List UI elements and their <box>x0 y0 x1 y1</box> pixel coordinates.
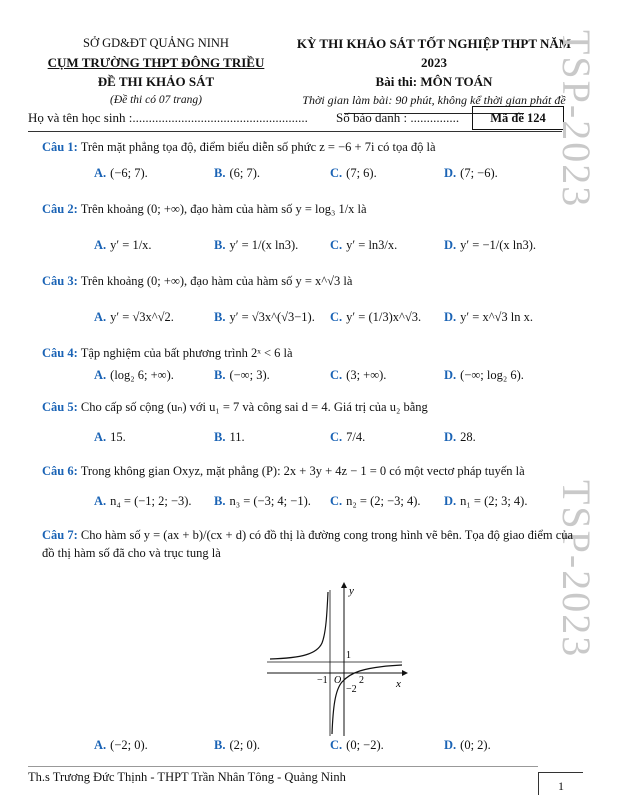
subject: Bài thi: MÔN TOÁN <box>375 74 493 89</box>
question-text: Trên khoảng (0; +∞), đạo hàm của hàm số y = log₃ 1/x là <box>80 202 367 216</box>
student-id-label: Số báo danh : ............... <box>336 110 460 125</box>
tick-y-pos: 1 <box>346 650 351 661</box>
option-c[interactable]: (3; +∞). <box>346 368 387 382</box>
option-a[interactable]: y′ = 1/x. <box>110 238 152 252</box>
options-7: A. (−2; 0). B. (2; 0). C. (0; −2). D. (0; 2). <box>94 738 491 752</box>
option-b[interactable]: y′ = √3x^(√3−1). <box>229 310 315 324</box>
options-4: A. (log₂ 6; +∞). B. (−∞; 3). C. (3; +∞). D. (−∞; log₂ 6). <box>94 368 524 382</box>
question-3 <box>42 272 582 290</box>
option-b[interactable]: (2; 0). <box>229 738 261 752</box>
options-6: A. n₄ = (−1; 2; −3). B. n₃ = (−3; 4; −1). C. n₂ = (2; −3; 4). D. n₁ = (2; 3; 4). <box>94 494 528 508</box>
question-text: Cho cấp số cộng (uₙ) với u₁ = 7 và công sai d = 4. Giá trị của u₂ bằng <box>80 400 428 414</box>
option-b[interactable]: y′ = 1/(x ln3). <box>229 238 299 252</box>
option-c[interactable]: y′ = (1/3)x^√3. <box>346 310 422 324</box>
department: SỞ GD&ĐT QUẢNG NINH <box>83 36 229 50</box>
option-b[interactable]: (−∞; 3). <box>229 368 270 382</box>
question-1 <box>42 138 582 156</box>
option-a[interactable]: (−6; 7). <box>110 166 148 180</box>
x-axis-arrow <box>402 670 408 676</box>
question-2 <box>42 200 582 218</box>
question-label: Câu 4: <box>42 346 78 360</box>
option-d[interactable]: y′ = x^√3 ln x. <box>460 310 534 324</box>
option-b[interactable]: (6; 7). <box>229 166 261 180</box>
option-a[interactable]: (−2; 0). <box>110 738 148 752</box>
question-text: Trên mặt phẳng tọa độ, điểm biểu diễn số phức z = −6 + 7i có tọa độ là <box>80 140 436 154</box>
option-c[interactable]: n₂ = (2; −3; 4). <box>346 494 421 508</box>
option-a[interactable]: 15. <box>110 430 126 444</box>
question-label: Câu 1: <box>42 140 78 154</box>
option-c[interactable]: (0; −2). <box>346 738 384 752</box>
y-axis-label: y <box>349 585 354 597</box>
option-d[interactable]: 28. <box>460 430 476 444</box>
header-right <box>286 34 582 114</box>
watermark-top: TSP-2023 <box>554 30 599 209</box>
student-name-label: Họ và tên học sinh :...................................................... <box>28 110 308 125</box>
question-text: Tập nghiệm của bất phương trình 2ˣ < 6 là <box>80 346 293 360</box>
origin-label: O <box>334 675 342 686</box>
option-d[interactable]: n₁ = (2; 3; 4). <box>460 494 528 508</box>
option-b[interactable]: n₃ = (−3; 4; −1). <box>229 494 311 508</box>
header-left <box>28 34 284 110</box>
option-d[interactable]: (−∞; log₂ 6). <box>460 368 524 382</box>
question-text: Trên khoảng (0; +∞), đạo hàm của hàm số y = x^√3 là <box>80 274 353 288</box>
option-c[interactable]: y′ = ln3/x. <box>346 238 398 252</box>
exam-code-box: Mã đề 124 <box>472 106 564 130</box>
option-a[interactable]: (log₂ 6; +∞). <box>110 368 174 382</box>
school-cluster: CỤM TRƯỜNG THPT ĐÔNG TRIỀU <box>47 55 265 70</box>
curve-right-branch <box>332 665 402 734</box>
question-6 <box>42 462 582 480</box>
option-a[interactable]: y′ = √3x^√2. <box>110 310 174 324</box>
option-a[interactable]: n₄ = (−1; 2; −3). <box>110 494 192 508</box>
question-text: Trong không gian Oxyz, mặt phẳng (P): 2x + 3y + 4z − 1 = 0 có một vectơ pháp tuyến là <box>80 464 525 478</box>
question-label: Câu 2: <box>42 202 78 216</box>
tick-x-neg: −1 <box>317 675 328 686</box>
watermark-bottom: TSP-2023 <box>554 480 599 659</box>
time-note: Thời gian làm bài: 90 phút, không kể thời gian phát đề <box>302 93 566 107</box>
option-d[interactable]: y′ = −1/(x ln3). <box>460 238 537 252</box>
question-5 <box>42 398 582 416</box>
option-d[interactable]: (7; −6). <box>460 166 498 180</box>
divider <box>28 131 562 132</box>
question-label: Câu 6: <box>42 464 78 478</box>
question-4 <box>42 344 582 362</box>
option-c[interactable]: (7; 6). <box>346 166 377 180</box>
pages-note: (Đề thi có 07 trang) <box>110 94 202 106</box>
option-b[interactable]: 11. <box>229 430 245 444</box>
doc-title: ĐỀ THI KHẢO SÁT <box>97 74 215 89</box>
x-axis-label: x <box>396 678 401 690</box>
exam-title: KỲ THI KHẢO SÁT TỐT NGHIỆP THPT NĂM 2023 <box>296 36 572 70</box>
function-graph <box>262 578 412 738</box>
options-1: A. (−6; 7). B. (6; 7). C. (7; 6). D. (7; −6). <box>94 166 498 180</box>
question-label: Câu 7: <box>42 528 78 542</box>
question-label: Câu 3: <box>42 274 78 288</box>
options-5: A. 15. B. 11. C. 7/4. D. 28. <box>94 430 476 444</box>
option-d[interactable]: (0; 2). <box>460 738 491 752</box>
options-3: A. y′ = √3x^√2. B. y′ = √3x^(√3−1). C. y′ = (1/3)x^√3. D. y′ = x^√3 ln x. <box>94 310 534 324</box>
options-2: A. y′ = 1/x. B. y′ = 1/(x ln3). C. y′ = ln3/x. D. y′ = −1/(x ln3). <box>94 238 537 252</box>
question-label: Câu 5: <box>42 400 78 414</box>
tick-x-pos: 2 <box>359 675 364 686</box>
curve-left-branch <box>270 592 328 659</box>
y-axis-arrow <box>341 582 347 588</box>
footer-author: Th.s Trương Đức Thịnh - THPT Trần Nhân Tông - Quảng Ninh <box>28 770 346 784</box>
page-number: 1 <box>538 772 583 795</box>
footer-divider <box>28 766 538 767</box>
question-7 <box>42 526 582 562</box>
tick-y-neg: −2 <box>346 684 357 695</box>
question-text: Cho hàm số y = (ax + b)/(cx + d) có đồ thị là đường cong trong hình vẽ bên. Tọa độ giao điểm của đồ thị hàm số đã cho và trục tung là <box>42 528 574 560</box>
option-c[interactable]: 7/4. <box>346 430 366 444</box>
